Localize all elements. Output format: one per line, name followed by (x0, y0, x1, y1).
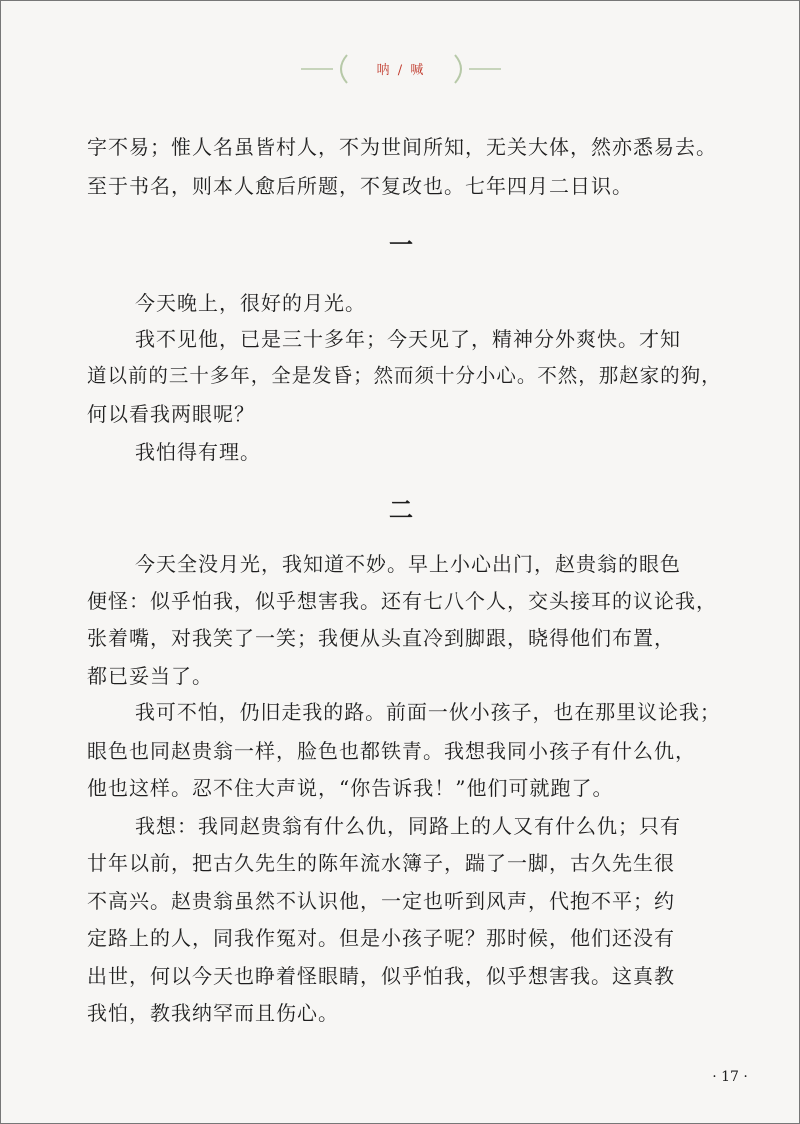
text-line: 我不见他，已是三十多年；今天见了，精神分外爽快。才知 (135, 327, 681, 351)
section-heading-2: 二 (389, 495, 413, 524)
header-title: 呐 / 喊 (376, 63, 426, 78)
running-header (1, 49, 800, 89)
text-line: 今天晚上，很好的月光。 (135, 291, 366, 315)
text-line: 何以看我两眼呢？ (87, 402, 255, 426)
text-line: 今天全没月光，我知道不妙。早上小心出门，赵贵翁的眼色 (135, 552, 681, 576)
section-heading-1: 一 (389, 230, 413, 259)
text-line: 道以前的三十多年，全是发昏；然而须十分小心。不然，那赵家的狗， (87, 364, 722, 387)
text-line: 廿年以前，把古久先生的陈年流水簿子，踹了一脚，古久先生很 (87, 851, 675, 875)
text-line: 我想：我同赵贵翁有什么仇，同路上的人又有什么仇；只有 (135, 814, 681, 838)
text-line: 字不易；惟人名虽皆村人，不为世间所知，无关大体，然亦悉易去。 (87, 135, 717, 159)
text-line: 都已妥当了。 (87, 664, 213, 688)
text-line: 出世，何以今天也睁着怪眼睛，似乎怕我，似乎想害我。这真教 (87, 964, 675, 988)
text-line: 定路上的人，同我作冤对。但是小孩子呢？那时候，他们还没有 (87, 926, 675, 950)
text-line: 至于书名，则本人愈后所题，不复改也。七年四月二日识。 (87, 174, 633, 198)
text-line: 我可不怕，仍旧走我的路。前面一伙小孩子，也在那里议论我； (135, 701, 721, 724)
page-number: · 17 · (712, 1069, 748, 1085)
text-line: 张着嘴，对我笑了一笑；我便从头直冷到脚跟，晓得他们布置， (87, 626, 675, 650)
text-line: 他也这样。忍不住大声说，“你告诉我！”他们可就跑了。 (87, 776, 614, 800)
text-line: 眼色也同赵贵翁一样，脸色也都铁青。我想我同小孩子有什么仇， (87, 739, 696, 763)
text-line: 我怕，教我纳罕而且伤心。 (87, 1001, 339, 1025)
text-line: 不高兴。赵贵翁虽然不认识他，一定也听到风声，代抱不平；约 (87, 889, 675, 913)
text-line: 便怪：似乎怕我，似乎想害我。还有七八个人，交头接耳的议论我， (87, 589, 717, 613)
text-line: 我怕得有理。 (135, 440, 261, 464)
